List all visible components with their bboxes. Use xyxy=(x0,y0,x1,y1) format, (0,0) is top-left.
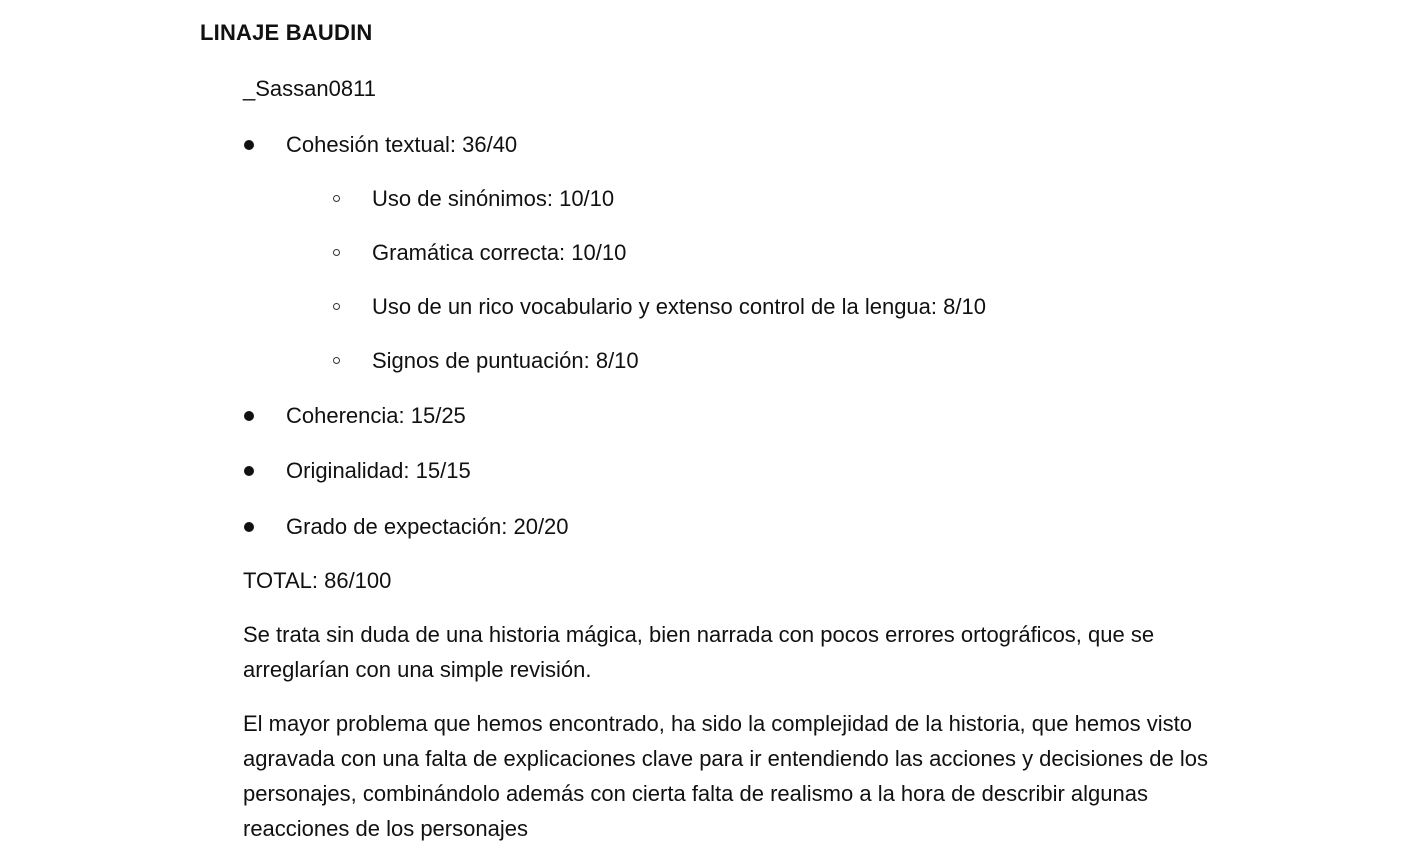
subcriterion-gramatica: Gramática correcta: 10/10 xyxy=(372,240,627,265)
subcriterion-sinonimos: Uso de sinónimos: 10/10 xyxy=(372,186,615,211)
hollow-bullet-icon xyxy=(333,249,340,256)
subcriterion-puntuacion: Signos de puntuación: 8/10 xyxy=(372,348,639,373)
hollow-bullet-icon xyxy=(333,357,340,364)
criterion-coherencia: Coherencia: 15/25 xyxy=(286,403,466,428)
hollow-bullet-icon xyxy=(333,195,340,202)
hollow-bullet-icon xyxy=(333,303,340,310)
bullet-icon xyxy=(244,411,254,421)
total-score: TOTAL: 86/100 xyxy=(243,568,392,593)
author-name: _Sassan0811 xyxy=(243,76,376,101)
bullet-icon xyxy=(244,140,254,150)
criterion-originalidad: Originalidad: 15/15 xyxy=(286,458,471,483)
bullet-icon xyxy=(244,466,254,476)
criterion-cohesion: Cohesión textual: 36/40 xyxy=(286,132,518,157)
criterion-expectacion: Grado de expectación: 20/20 xyxy=(286,514,569,539)
comment-paragraph: El mayor problema que hemos encontrado, ha sido la complejidad de la historia, que hemos visto agravada con una falta de explicaciones clave para ir entendiendo las acciones y decisiones de los personajes, combinándolo además con cierta falta de realismo a la hora de describir algunas reacciones de los personajes xyxy=(243,711,1208,841)
document-title: LINAJE BAUDIN xyxy=(200,20,373,45)
subcriterion-vocabulario: Uso de un rico vocabulario y extenso control de la lengua: 8/10 xyxy=(372,294,986,319)
bullet-icon xyxy=(244,522,254,532)
comment-paragraph: Se trata sin duda de una historia mágica, bien narrada con pocos errores ortográficos, que se arreglarían con una simple revisión. xyxy=(243,622,1155,682)
